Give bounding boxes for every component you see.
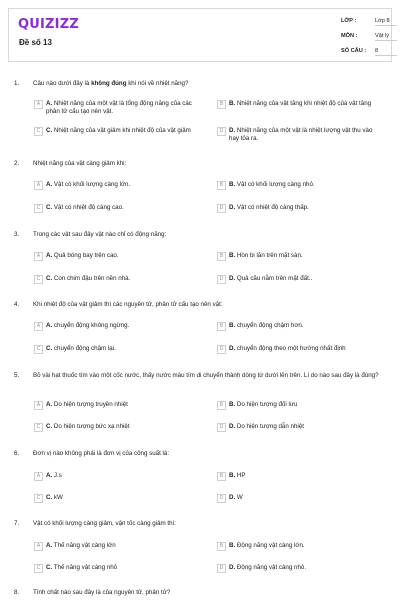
option-text: chuyển động chậm lại. [53, 345, 116, 352]
option-text: Quả bóng bay trên cao. [53, 252, 119, 259]
answer-checkbox[interactable]: C [34, 127, 43, 136]
answer-checkbox[interactable]: A [34, 322, 43, 331]
question-text: Vật có khối lượng càng giảm, vận tốc càng giảm thì: [33, 520, 177, 527]
answer-checkbox[interactable]: A [34, 472, 43, 481]
worksheet-header [8, 8, 392, 62]
answer-checkbox[interactable]: C [34, 564, 43, 573]
question-text: Câu nào dưới đây là không đúng khi nói về nhiệt năng? [33, 80, 189, 87]
question-text: Nhiệt năng của vật càng giảm khi: [33, 160, 127, 167]
option-text: Thế năng vật càng nhỏ [53, 564, 118, 571]
answer-checkbox[interactable]: B [217, 472, 226, 481]
answer-checkbox[interactable]: D [217, 564, 226, 573]
question-number: 1. [14, 80, 20, 87]
option-text: Do hiện tượng đối lưu [236, 401, 298, 408]
option-text: HP [236, 472, 246, 479]
option-text: W [236, 494, 243, 501]
answer-checkbox[interactable]: A [34, 181, 43, 190]
option-text: Nhiệt năng của một vật là tổng động năng của các phân tử cấu tạo nên vật. [46, 100, 192, 116]
question-number: 4. [14, 301, 20, 308]
answer-checkbox[interactable]: A [34, 100, 43, 109]
question-number: 6. [14, 450, 20, 457]
answer-checkbox[interactable]: D [217, 345, 226, 354]
answer-checkbox[interactable]: C [34, 494, 43, 503]
answer-checkbox[interactable]: A [34, 401, 43, 410]
question-number: 5. [14, 372, 20, 379]
answer-checkbox[interactable]: B [217, 252, 226, 261]
class-label: LỚP : [341, 18, 357, 24]
option-text: kW [53, 494, 63, 501]
subject-value: Vật lý [375, 33, 397, 41]
option-text: Vật có khối lượng càng nhỏ. [236, 181, 315, 188]
option-text: Vật có nhiệt độ càng thấp. [236, 204, 309, 211]
option-text: Nhiệt năng của vật giảm khi nhiệt độ của vật giảm [53, 127, 191, 134]
option-text: Hòn bi lăn trên mặt sàn. [236, 252, 303, 259]
option-text: Do hiện tượng truyền nhiệt [53, 401, 128, 408]
answer-checkbox[interactable]: C [34, 345, 43, 354]
option-text: Do hiện tượng dẫn nhiệt [236, 423, 304, 430]
answer-checkbox[interactable]: D [217, 494, 226, 503]
answer-checkbox[interactable]: D [217, 127, 226, 136]
subject-label: MÔN : [341, 33, 358, 39]
answer-checkbox[interactable]: B [217, 542, 226, 551]
exam-title: Đề số 13 [19, 38, 52, 47]
option-text: J.s [53, 472, 62, 479]
question-text: Tính chất nào sau đây là của nguyên tử, phân tử? [33, 589, 171, 596]
question-number: 3. [14, 231, 20, 238]
option-text: Quả cầu nằm trên mặt đất.. [236, 275, 313, 282]
question-emphasis: không đúng [91, 80, 127, 87]
answer-checkbox[interactable]: A [34, 252, 43, 261]
option-text: chuyển động chậm hơn. [236, 322, 304, 329]
option-text: Con chim đậu trên nền nhà. [53, 275, 131, 282]
answer-checkbox[interactable]: B [217, 100, 226, 109]
question-number: 2. [14, 160, 20, 167]
answer-checkbox[interactable]: D [217, 423, 226, 432]
answer-checkbox[interactable]: B [217, 181, 226, 190]
question-text: Khi nhiệt độ của vật giảm thì các nguyên tử, phân tử cấu tạo nên vật: [33, 301, 223, 308]
option-text: Nhiệt năng của một vật là nhiệt lượng vật thu vào hay tỏa ra. [229, 127, 373, 143]
answer-checkbox[interactable]: A [34, 542, 43, 551]
option-text: chuyển động theo một hướng nhất định [236, 345, 346, 352]
answer-checkbox[interactable]: B [217, 401, 226, 410]
answer-checkbox[interactable]: C [34, 204, 43, 213]
option-text: Vật có khối lượng càng lớn. [53, 181, 131, 188]
option-text: Do hiện tượng bức xạ nhiệt [53, 423, 130, 430]
answer-checkbox[interactable]: C [34, 275, 43, 284]
answer-checkbox[interactable]: D [217, 204, 226, 213]
question-count-value: 8 [375, 48, 397, 56]
option-text: Vật có nhiệt độ càng cao. [53, 204, 124, 211]
question-text: Bỏ vài hạt thuốc tím vào một cốc nước, thấy nước màu tím di chuyển thành dòng từ dưới lên trên. Lí do nào sau đây là đúng? [33, 372, 379, 379]
question-text: Đơn vị nào không phải là đơn vị của công suất là: [33, 450, 170, 457]
answer-checkbox[interactable]: C [34, 423, 43, 432]
option-text: chuyển động không ngừng. [53, 322, 130, 329]
worksheet-page: QUIZIZZ Đề số 13 LỚP : Lớp 8 MÔN : Vật lý SỐ CÂU : 8 1. Câu nào dưới đây là không đúng khi nói về nhiệt năng? A A. Nhiệt năng của một vật là tổng động năng của các phân tử cấu tạo nên vật. B B. Nhiệt năng của vật tăng khi nhiệt độ của vật tăng C C. Nhiệt năng của vật giảm khi nhiệt độ của vật giảm D D. Nhiệt năng của một vật là nhiệt lượng vật thu vào hay tỏa ra. 2. Nhiệt năng của vật càng giảm khi: A A. Vật có khối lượng càng lớn. B B. Vật có khối lượng càng nhỏ. C C. Vật có nhiệt độ càng cao. D D. Vật có nhiệt độ càng thấp. 3. Trong các vật sau đây vật nào chỉ có động năng: A A. Quả bóng bay trên cao. B B. Hòn bi lăn trên mặt sàn. C C. Con chim đậu trên nền nhà. D D. Quả cầu nằm trên mặt đất.. 4. Khi nhiệt độ của vật giảm thì các nguyên tử, phân tử cấu tạo nên vật: A A. chuyển động không ngừng. B B. chuyển động chậm hơn. C C. chuyển động chậm lại. D D. chuyển động theo một hướng nhất định 5. Bỏ vài hạt thuốc tím vào một cốc nước, thấy nước màu tím di chuyển thành dòng từ dưới lên trên. Lí do nào sau đây là đúng? A A. Do hiện tượng truyền nhiệt B B. Do hiện tượng đối lưu C C. Do hiện tượng bức xạ nhiệt D D. Do hiện tượng dẫn nhiệt 6. Đơn vị nào không phải là đơn vị của công suất là: A A. J.s B B. HP C C. kW D D. W 7. Vật có khối lượng càng giảm, vận tốc càng giảm thì: A A. Thế năng vật càng lớn B B. Động năng vật càng lớn. C C. Thế năng vật càng nhỏ D D. Động năng vật càng nhỏ. 8. Tính chất nào sau đây là của nguyên tử, phân tử? [0, 0, 400, 600]
class-value: Lớp 8 [375, 18, 397, 26]
question-text: Trong các vật sau đây vật nào chỉ có động năng: [33, 231, 167, 238]
question-count-label: SỐ CÂU : [341, 48, 367, 54]
option-text: Động năng vật càng lớn. [236, 542, 305, 549]
quizizz-logo: QUIZIZZ [18, 17, 79, 32]
option-text: Nhiệt năng của vật tăng khi nhiệt độ của vật tăng [236, 100, 372, 107]
answer-checkbox[interactable]: D [217, 275, 226, 284]
answer-checkbox[interactable]: B [217, 322, 226, 331]
question-number: 8. [14, 589, 20, 596]
option-text: Thế năng vật càng lớn [53, 542, 116, 549]
question-number: 7. [14, 520, 20, 527]
option-text: Động năng vật càng nhỏ. [236, 564, 307, 571]
